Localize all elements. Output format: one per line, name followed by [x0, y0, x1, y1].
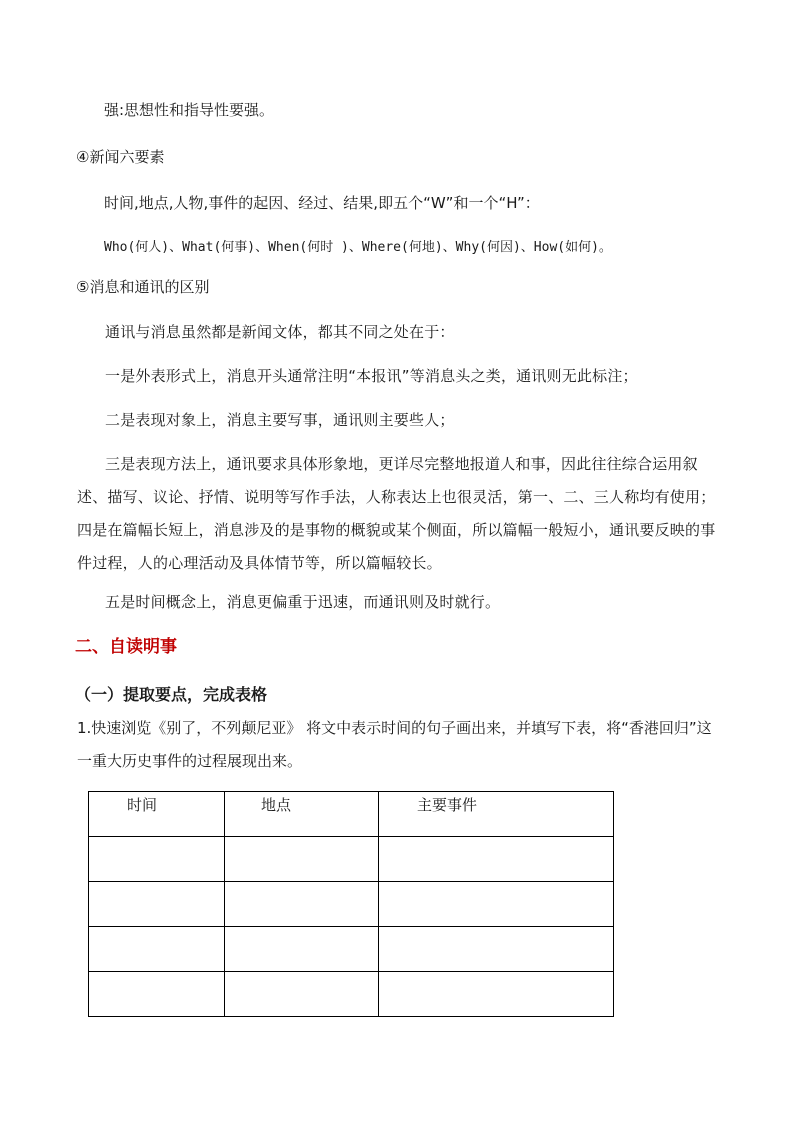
- difference-time: 五是时间概念上，消息更偏重于迅速，而通讯则及时就行。: [105, 593, 501, 611]
- six-elements-title: ④新闻六要素: [76, 148, 165, 166]
- table-row: [89, 837, 614, 882]
- table-row: [89, 882, 614, 927]
- cell-event[interactable]: [379, 972, 614, 1017]
- table-row: [89, 972, 614, 1017]
- cell-event[interactable]: [379, 927, 614, 972]
- cell-place[interactable]: [225, 972, 379, 1017]
- header-place: 地点: [225, 792, 379, 837]
- cell-event[interactable]: [379, 882, 614, 927]
- text-qiang: 强:思想性和指导性要强。: [104, 101, 275, 119]
- table-row: [89, 927, 614, 972]
- difference-title: ⑤消息和通讯的区别: [76, 278, 210, 296]
- cell-place[interactable]: [225, 837, 379, 882]
- table-header-row: [89, 792, 614, 837]
- cell-event[interactable]: [379, 837, 614, 882]
- cell-time[interactable]: [89, 882, 225, 927]
- question-text: 1.快速浏览《别了，不列颠尼亚》 将文中表示时间的句子画出来，并填写下表，将“香港回归”这一重大历史事件的过程展现出来。: [77, 719, 712, 770]
- fill-in-table: [88, 791, 614, 1017]
- six-elements-desc: 时间,地点,人物,事件的起因、经过、结果,即五个“W”和一个“H”：: [104, 194, 540, 212]
- header-time: 时间: [89, 792, 225, 837]
- difference-form: 一是外表形式上，消息开头通常注明“本报讯”等消息头之类，通讯则无此标注；: [105, 367, 638, 385]
- difference-method: 三是表现方法上，通讯要求具体形象地，更详尽完整地报道人和事，因此往往综合运用叙述、描写、议论、抒情、说明等写作手法，人称表达上也很灵活，第一、二、三人称均有使用；四是在篇幅长短上，消息涉及的是事物的概貌或某个侧面，所以篇幅一般短小，通讯要反映的事件过程，人的心理活动及具体情节等，所以篇幅较长。: [77, 455, 716, 572]
- difference-intro: 通讯与消息虽然都是新闻文体，都其不同之处在于：: [105, 323, 455, 341]
- cell-place[interactable]: [225, 927, 379, 972]
- subsection-heading: （一）提取要点，完成表格: [75, 685, 268, 704]
- cell-time[interactable]: [89, 927, 225, 972]
- header-event: 主要事件: [379, 792, 614, 837]
- cell-time[interactable]: [89, 972, 225, 1017]
- cell-place[interactable]: [225, 882, 379, 927]
- cell-time[interactable]: [89, 837, 225, 882]
- difference-object: 二是表现对象上，消息主要写事，通讯则主要些人；: [105, 411, 455, 429]
- six-elements-list: Who(何人)、What(何事)、When(何时 )、Where(何地)、Why(何因)、How(如何)。: [104, 240, 612, 255]
- section-heading: 二、自读明事: [75, 637, 177, 657]
